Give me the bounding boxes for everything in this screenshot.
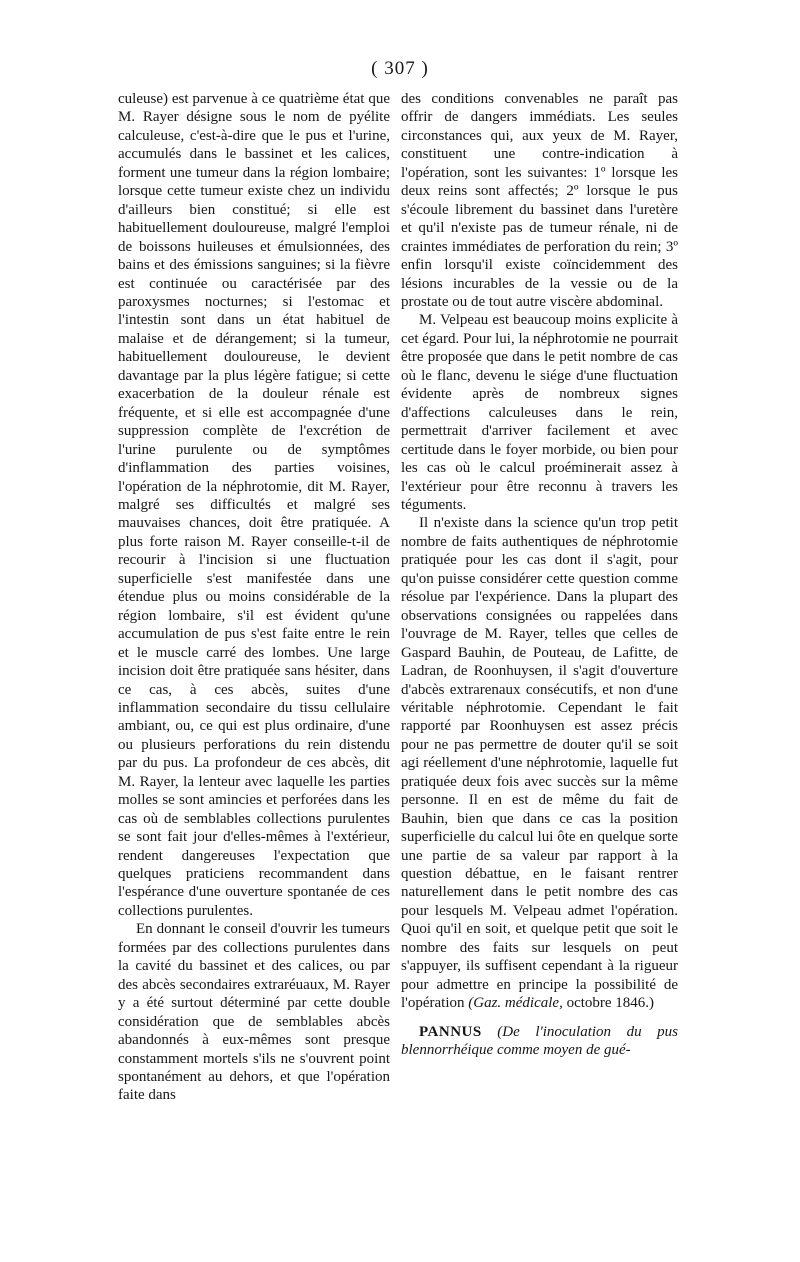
left-column: [118, 90, 390, 1105]
citation-source: (Gaz. médicale,: [468, 995, 563, 1012]
left-paragraph-2: En donnant le conseil d'ouvrir les tumeurs formées par des collections purulentes dans la cavité du bassinet et des calices, ou par des abcès secondaires extraréuaux, M. Rayer y a été surtout déterminé par cette double considération que de semblables abcès abandonnés à eux-mêmes sont presque constamment mortels s'ils ne s'ouvrent point spontanément au dehors, et que l'opération faite dans: [118, 921, 390, 1104]
right-paragraph-3-text: Il n'existe dans la science qu'un trop petit nombre de faits authentiques de néphrotomie pratiquée pour les cas dont il s'agit, pour qu'on puisse considérer cette question comme résolue par l'expérience. Dans la plupart des observations consignées ou rappelées dans l'ouvrage de M. Rayer, telles que celles de Gaspard Bauhin, de Pouteau, de Lafitte, de Ladran, de Roonhuysen, il s'agit d'ouverture d'abcès extrarenaux consécutifs, et non d'une véritable néphrotomie. Cependant le fait rapporté par Roonhuysen est assez précis pour ne pas permettre de douter qu'il se soit agi réellement d'une néphrotomie, laquelle fut pratiquée deux fois avec succès sur la même personne. Il en est de même du fait de Bauhin, bien que dans ce cas la position superficielle du calcul lui ôte en quelque sorte une partie de sa valeur par rapport à la question débattue, en le faisant rentrer naturellement dans le petit nombre des cas pour lesquels M. Velpeau admet l'opération. Quoi qu'il en soit, et quelque petit que soit le nombre des faits sur lesquels on peut s'appuyer, ils suffisent cependant à la rigueur pour admettre en principe la possibilité de l'opération: [401, 515, 678, 1012]
left-paragraph-1: culeuse) est parvenue à ce quatrième état que M. Rayer désigne sous le nom de pyélite calculeuse, c'est-à-dire que le pus et l'urine, accumulés dans le bassinet et les calices, forment une tumeur dans la région lombaire; lorsque cette tumeur existe chez un individu d'ailleurs bien constitué; si elle est habituellement douloureuse, malgré l'emploi de boissons huileuses et émulsionnées, des bains et des émissions sanguines; si la fièvre est continuée ou caractérisée par des paroxysmes nocturnes; si l'estomac et l'intestin sont dans un état habituel de malaise et de dérangement; si la tumeur, habituellement douloureuse, le devient davantage par la plus légère fatigue; si cette exacerbation de la douleur rénale est fréquente, et si elle est accompagnée d'une suppression complète de l'excrétion de l'urine purulente ou de symptômes d'inflammation des parties voisines, l'opération de la néphrotomie, dit M. Rayer, malgré ses difficultés et malgré ses mauvaises chances, doit être pratiquée. A plus forte raison M. Rayer conseille-t-il de recourir à l'incision si une fluctuation superficielle s'est manifestée dans une étendue plus ou moins considérable de la région lombaire, s'il est évident qu'une accumulation de pus s'est faite entre le rein et le muscle carré des lombes. Une large incision doit être pratiquée sans hésiter, dans ce cas, à ces abcès, suites d'une inflammation secondaire du tissu cellulaire ambiant, ou, ce qui est plus ordinaire, d'une ou plusieurs perforations du rein distendu par du pus. La profondeur de ces abcès, dit M. Rayer, la lenteur avec laquelle les parties molles se sont amincies et perforées dans les cas où de semblables collections purulentes se sont fait jour d'elles-mêmes à l'extérieur, rendent dangereuses l'expectation que quelques praticiens recommandent dans l'espérance d'une ouverture spontanée de ces collections purulentes.: [118, 91, 390, 919]
entry-pannus: [401, 1023, 678, 1060]
entry-headword: PANNUS: [419, 1023, 482, 1040]
right-column: [401, 90, 678, 1060]
entry-subtitle: (De l'inoculation du pus blennorrhéique comme moyen de gué-: [401, 1023, 678, 1059]
right-paragraph-2: M. Velpeau est beaucoup moins explicite à cet égard. Pour lui, la néphrotomie ne pourrait être proposée que dans le petit nombre de cas où le flanc, devenu le siége d'une fluctuation évidente après de nombreux signes d'affections calculeuses dans le rein, permettrait d'arriver facilement et avec certitude dans le foyer morbide, ou bien pour les cas où le calcul proéminerait assez à l'extérieur pour être reconnu à travers les téguments.: [401, 312, 678, 513]
right-paragraph-1: des conditions convenables ne paraît pas offrir de dangers immédiats. Les seules circonstances qui, aux yeux de M. Rayer, constituent une contre-indication à l'opération, sont les suivantes: 1º lorsque les deux reins sont affectés; 2º lorsque le pus s'écoule librement du bassinet dans l'uretère et qu'il n'existe pas de tumeur rénale, ni de craintes immédiates de perforation du rein; 3º enfin lorsqu'il existe coïncidemment des lésions incurables de la vessie ou de la prostate ou de tout autre viscère abdominal.: [401, 91, 678, 310]
citation-date: octobre 1846.): [566, 995, 655, 1012]
page-number-header: ( 307 ): [371, 58, 429, 79]
right-paragraph-3: [401, 514, 678, 1012]
